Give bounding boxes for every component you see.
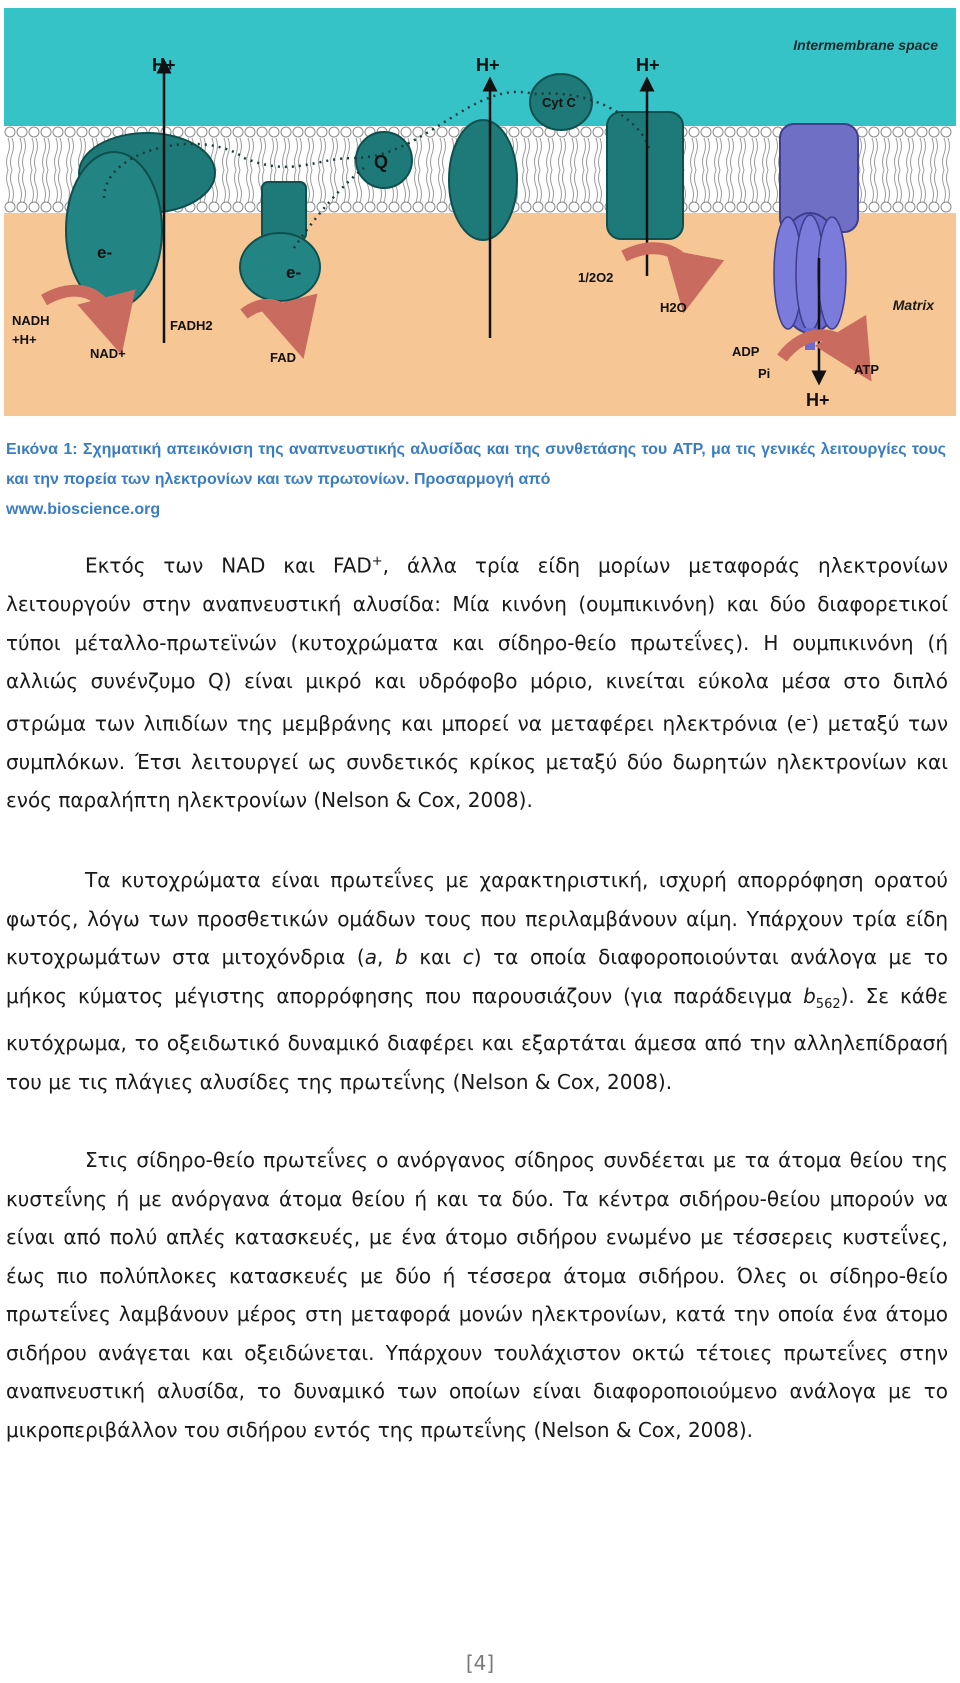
- water-label: H2O: [660, 300, 687, 315]
- electron-label-1: e-: [97, 243, 113, 262]
- paragraph-3: Στις σίδηρο-θείο πρωτεΐνες ο ανόργανος σίδηρος συνδέεται με τα άτομα θείου της κυστεΐνης ή με ανόργανα άτομα θείου ή και τα δύο. Τα κέντρα σιδήρου-θείου μπορούν να είναι από πολύ απλές κατασκευές, με ένα άτομο σιδήρου ενωμένο με τέσσερεις κυστεΐνες, έως πιο πολύπλοκες κατασκευές με δύο ή τέσσερα άτομα σιδήρου. Όλες οι σίδηρο-θείο πρωτεΐνες λαμβάνουν μέρος στη μεταφορά μονών ηλεκτρονίων, κατά την οποία ένα άτομο σιδήρου ανάγεται και οξειδώνεται. Υπάρχουν τουλάχιστον οκτώ τέτοιες πρωτεΐνες στην αναπνευστική αλυσίδα, το δυναμικό των οποίων είναι διαφοροποιούμενο ανάλογα με το μικροπεριβάλλον του σιδήρου εντός της πρωτεΐνης (Nelson & Cox, 2008).: [6, 1148, 948, 1442]
- paragraph-1: [6, 543, 948, 820]
- separator-2: και: [407, 945, 463, 969]
- fad-superscript: +: [371, 554, 383, 569]
- atp-label: ATP: [854, 362, 880, 377]
- h-plus-label-3: H+: [636, 55, 660, 75]
- figure-caption: [6, 435, 946, 525]
- page-number: [4]: [465, 1651, 495, 1675]
- example-b: b: [803, 983, 816, 1008]
- nad-label: NAD+: [90, 346, 126, 361]
- cytc-label: Cyt C: [542, 95, 576, 110]
- paragraph-2-part-b: ) τα οποία διαφοροποιούνται ανάλογα με το μήκος κύματος μέγιστης απορρόφησης που παρουσιάζουν (για παράδειγμα: [6, 945, 949, 1008]
- fadh2-label: FADH2: [170, 318, 213, 333]
- nadh-label: NADH: [12, 313, 50, 328]
- paragraph-2-part-a: Τα κυτοχρώματα είναι πρωτεΐνες με χαρακτηριστική, ισχυρή απορρόφηση ορατού φωτός, λόγω των προσθετικών ομάδων τους που περιλαμβάνουν αίμη. Υπάρχουν τρία είδη κυτοχρωμάτων στα μιτοχόνδρια (: [6, 868, 948, 969]
- example-subscript: 562: [815, 996, 841, 1012]
- complex-ii: [240, 182, 320, 301]
- paragraph-1-part-b: , άλλα τρία είδη μορίων μεταφοράς ηλεκτρονίων λειτουργούν στην αναπνευστική αλυσίδα: Μία κινόνη (ουμπικινόνη) και δύο διαφορετικοί τύποι μέταλλο-πρωτεϊνών (κυτοχρώματα και σίδηρο-θείο πρωτεΐνες). Η ουμπικινόνη (ή αλλιώς συνένζυμο Q) είναι μικρό και υδρόφοβο μόριο, κινείται εύκολα μέσα στο διπλό στρώμα των λιπιδίων της μεμβράνης και μπορεί να μεταφέρει ηλεκτρόνια (e: [6, 553, 948, 736]
- cytochrome-b: b: [394, 945, 408, 969]
- electron-superscript: -: [806, 711, 812, 727]
- separator-1: ,: [376, 945, 395, 969]
- h-plus-label-2: H+: [476, 55, 500, 75]
- adp-label: ADP: [732, 344, 760, 359]
- respiratory-chain-diagram: [4, 8, 956, 416]
- complex-iii: [449, 120, 517, 240]
- matrix-label: Matrix: [892, 297, 934, 313]
- intermembrane-label: Intermembrane space: [793, 37, 938, 53]
- paragraph-1-part-a: Εκτός των NAD και FAD: [85, 553, 372, 578]
- caption-text: Εικόνα 1: Σχηματική απεικόνιση της αναπνευστικής αλυσίδας και της συνθετάσης του ATP, μα τις γενικές λειτουργίες τους και την πορεία των ηλεκτρονίων και των πρωτονίων. Προσαρμογή από: [6, 441, 946, 488]
- electron-label-2: e-: [286, 263, 302, 282]
- fad-label: FAD: [270, 350, 296, 365]
- caption-source-link[interactable]: www.bioscience.org: [6, 501, 161, 518]
- complex-iv: [607, 112, 683, 239]
- h-plus-label-1: H+: [152, 55, 176, 75]
- oxygen-label: 1/2O2: [578, 270, 614, 285]
- cytochrome-c-italic: c: [462, 945, 474, 969]
- h-plus-label-4: H+: [806, 390, 830, 410]
- cytochrome-a: a: [364, 945, 377, 969]
- nadh-h-label: +H+: [12, 332, 37, 347]
- q-label: Q: [374, 152, 389, 172]
- paragraph-2: [6, 861, 948, 1101]
- paragraph-2-part-c: ). Σε κάθε κυτόχρωμα, το οξειδωτικό δυναμικό διαφέρει και εξαρτάται άμεσα από την αλληλεπίδρασή του με τις πλάγιες αλυσίδες της πρωτεΐνης (Nelson & Cox, 2008).: [6, 983, 949, 1094]
- pi-label: Pi: [758, 366, 771, 381]
- paragraph-1-part-c: ) μεταξύ των συμπλόκων. Έτσι λειτουργεί ως συνδετικός κρίκος μεταξύ δύο δωρητών ηλεκτρονίων και ενός παραλήπτη ηλεκτρονίων (Nelson & Cox, 2008).: [6, 711, 948, 813]
